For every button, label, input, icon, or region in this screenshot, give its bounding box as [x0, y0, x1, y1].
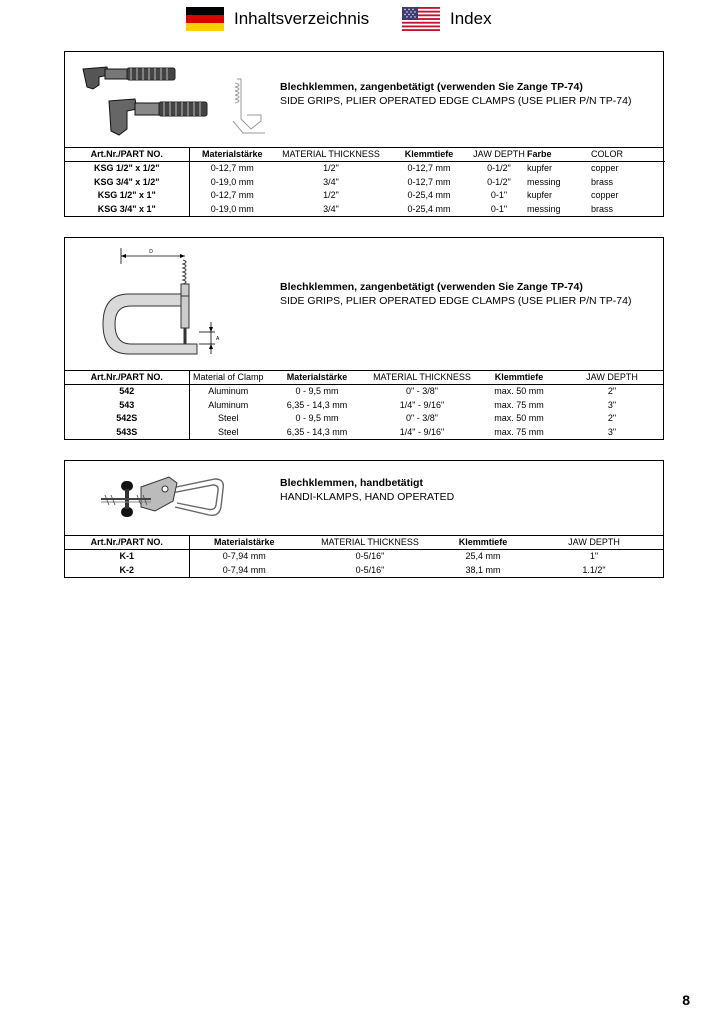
- table-row: [65, 203, 665, 216]
- table-cell: Steel: [217, 426, 239, 437]
- page-number: 8: [682, 992, 690, 1008]
- column-header: Klemmtiefe: [441, 536, 525, 550]
- column-header: Art.Nr./PART NO.: [65, 371, 189, 385]
- section-title: [280, 476, 454, 504]
- table-cell: 0-7,94 mm: [222, 551, 266, 562]
- table-cell: 25,4 mm: [465, 551, 501, 562]
- table-row: [65, 550, 663, 564]
- dim-label-d: D: [149, 249, 153, 255]
- section-header: [65, 461, 663, 536]
- title-de: Blechklemmen, handbetätigt: [280, 477, 423, 489]
- table-cell: brass: [591, 203, 614, 214]
- table-cell: 1.1/2": [582, 564, 606, 575]
- parts-table: [65, 371, 663, 439]
- table-cell: 0-5/16": [355, 551, 385, 562]
- table-cell: 0-25,4 mm: [407, 203, 451, 214]
- part-number: 543S: [65, 426, 189, 439]
- table-cell: messing: [527, 203, 561, 214]
- title-en: SIDE GRIPS, PLIER OPERATED EDGE CLAMPS (USE PLIER P/N TP-74): [280, 95, 632, 107]
- table-cell: 3": [607, 426, 617, 437]
- table-cell: max. 50 mm: [494, 413, 544, 424]
- table-row: [65, 162, 665, 176]
- title-en: SIDE GRIPS, PLIER OPERATED EDGE CLAMPS (USE PLIER P/N TP-74): [280, 295, 632, 307]
- section-u-clamps: [64, 237, 664, 440]
- column-header: Art.Nr./PART NO.: [65, 536, 189, 550]
- table-cell: 0-19,0 mm: [210, 203, 254, 214]
- title-en: HANDI-KLAMPS, HAND OPERATED: [280, 491, 455, 503]
- part-number: KSG 3/4" x 1/2": [65, 176, 189, 189]
- part-number: K-2: [65, 564, 189, 577]
- part-number: KSG 3/4" x 1": [65, 203, 189, 216]
- table-cell: 3/4": [323, 176, 339, 187]
- table-cell: 0-12,7 mm: [210, 190, 254, 201]
- table-cell: 2": [607, 413, 617, 424]
- section-header: [65, 238, 663, 371]
- column-header: Materialstärke: [189, 148, 275, 162]
- table-cell: 0-12,7 mm: [407, 176, 451, 187]
- table-cell: max. 75 mm: [494, 399, 544, 410]
- index-link-en[interactable]: [402, 6, 492, 32]
- table-cell: kupfer: [527, 190, 553, 201]
- table-cell: Aluminum: [208, 386, 249, 397]
- table-cell: 0-1": [490, 190, 508, 201]
- section-header: [65, 52, 663, 148]
- title-de: Blechklemmen, zangenbetätigt (verwenden Sie Zange TP-74): [280, 281, 583, 293]
- table-cell: kupfer: [527, 163, 553, 174]
- table-cell: 38,1 mm: [465, 564, 501, 575]
- part-number: K-1: [65, 550, 189, 564]
- index-label-en: Index: [450, 9, 492, 28]
- table-row: [65, 564, 663, 577]
- part-number: KSG 1/2" x 1": [65, 189, 189, 202]
- column-header: MATERIAL THICKNESS: [275, 148, 387, 162]
- dim-label-a: A: [216, 336, 220, 342]
- germany-flag-icon: [186, 7, 224, 31]
- part-number: 542S: [65, 412, 189, 425]
- section-side-grips: [64, 51, 664, 217]
- table-cell: 0-1": [490, 203, 508, 214]
- table-cell: Steel: [217, 413, 239, 424]
- column-header: MATERIAL THICKNESS: [367, 371, 477, 385]
- table-row: [65, 385, 663, 399]
- table-cell: copper: [591, 163, 619, 174]
- table-cell: 6,35 - 14,3 mm: [286, 426, 348, 437]
- section-handi-klamps: [64, 460, 664, 578]
- column-header: Art.Nr./PART NO.: [65, 148, 189, 162]
- table-row: [65, 399, 663, 412]
- column-header: Farbe: [527, 148, 591, 162]
- table-cell: Aluminum: [208, 399, 249, 410]
- column-header: JAW DEPTH: [561, 371, 663, 385]
- title-de: Blechklemmen, zangenbetätigt (verwenden Sie Zange TP-74): [280, 81, 583, 93]
- u-clamp-diagram-icon: [95, 244, 255, 366]
- column-header: MATERIAL THICKNESS: [299, 536, 441, 550]
- table-cell: max. 75 mm: [494, 426, 544, 437]
- table-cell: 0-12,7 mm: [407, 163, 451, 174]
- table-row: [65, 426, 663, 439]
- column-header: COLOR: [591, 148, 665, 162]
- column-header: Material of Clamp: [189, 371, 267, 385]
- table-cell: 0-19,0 mm: [210, 176, 254, 187]
- section-title: [280, 280, 631, 308]
- table-cell: 0 - 9,5 mm: [295, 413, 339, 424]
- table-cell: 0-5/16": [355, 564, 385, 575]
- table-row: [65, 412, 663, 425]
- table-header-row: [65, 148, 665, 162]
- table-cell: 0-7,94 mm: [222, 564, 266, 575]
- side-grip-clamp-icon: [79, 59, 269, 139]
- table-cell: 1/2": [323, 163, 339, 174]
- column-header: Klemmtiefe: [387, 148, 471, 162]
- handi-klamp-icon: [97, 467, 247, 529]
- table-cell: 6,35 - 14,3 mm: [286, 399, 348, 410]
- table-cell: 1/2": [323, 190, 339, 201]
- column-header: Materialstärke: [189, 536, 299, 550]
- table-cell: 3/4": [323, 203, 339, 214]
- table-cell: copper: [591, 190, 619, 201]
- column-header: Materialstärke: [267, 371, 367, 385]
- column-header: JAW DEPTH: [471, 148, 527, 162]
- table-cell: max. 50 mm: [494, 386, 544, 397]
- usa-flag-icon: [402, 7, 440, 31]
- part-number: 543: [65, 399, 189, 412]
- table-cell: 0-25,4 mm: [407, 190, 451, 201]
- table-cell: brass: [591, 176, 614, 187]
- part-number: KSG 1/2" x 1/2": [65, 162, 189, 176]
- parts-table: [65, 536, 663, 577]
- table-cell: 1/4" - 9/16": [399, 426, 445, 437]
- part-number: 542: [65, 385, 189, 399]
- index-link-de[interactable]: [186, 6, 369, 32]
- index-label-de: Inhaltsverzeichnis: [234, 9, 370, 28]
- table-cell: 2": [607, 386, 617, 397]
- table-cell: 0" - 3/8": [406, 413, 438, 424]
- table-cell: 1/4" - 9/16": [399, 399, 445, 410]
- table-cell: 1": [589, 551, 599, 562]
- column-header: Klemmtiefe: [477, 371, 561, 385]
- parts-table: [65, 148, 665, 216]
- table-row: [65, 176, 665, 189]
- table-cell: messing: [527, 176, 561, 187]
- table-cell: 0 - 9,5 mm: [295, 386, 339, 397]
- table-cell: 0-1/2": [487, 176, 511, 187]
- table-cell: 0-1/2": [487, 163, 511, 174]
- column-header: JAW DEPTH: [525, 536, 663, 550]
- table-row: [65, 189, 665, 202]
- table-cell: 0" - 3/8": [406, 386, 438, 397]
- section-title: [280, 80, 631, 108]
- table-header-row: [65, 371, 663, 385]
- table-header-row: [65, 536, 663, 550]
- table-cell: 0-12,7 mm: [210, 163, 254, 174]
- table-cell: 3": [607, 399, 617, 410]
